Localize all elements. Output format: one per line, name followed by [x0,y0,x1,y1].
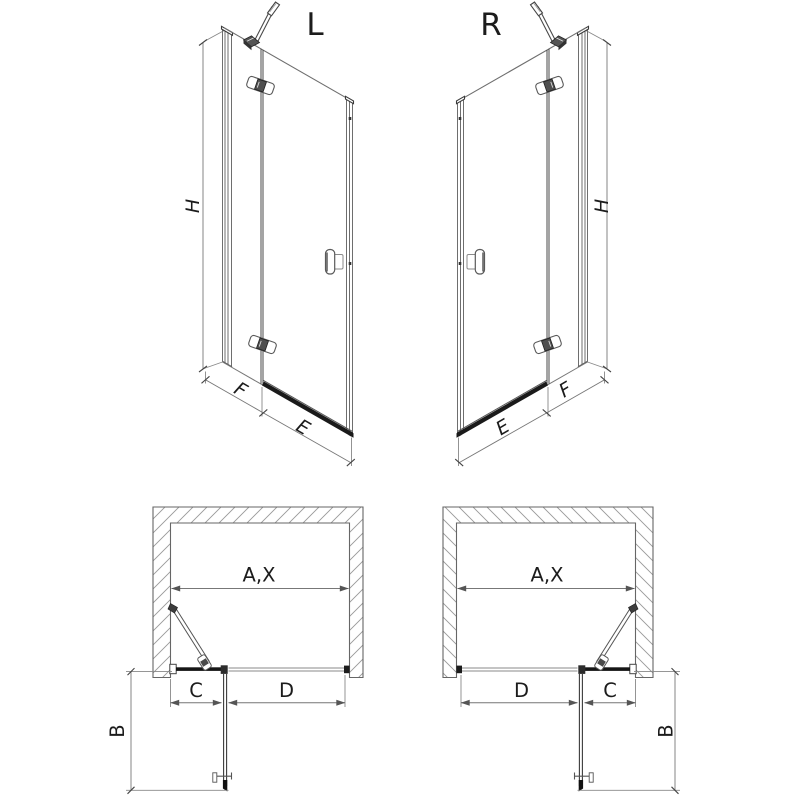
closed-door-line [229,666,350,674]
label-door-section-right: D [513,679,530,702]
label-door-width-left: E [292,414,314,441]
label-depth-right: B [654,724,678,738]
wall-profile-top [170,664,176,673]
open-door-top [213,674,232,792]
label-door-section-left: D [278,679,295,702]
fixed-panel [222,26,233,367]
label-fixed-width-left: F [230,377,251,403]
label-variant-right: R [480,7,502,43]
fixed-glass-top [176,667,221,671]
top-glass-edge [224,28,353,102]
left-variant-top-view [126,507,363,794]
label-door-width-right: E [492,414,514,441]
label-fixed-width-right: F [555,377,576,403]
left-variant-3d-view [199,2,355,466]
door-handle [326,250,344,275]
hinge-axis-line [261,49,263,385]
support-bar-top [168,604,212,671]
label-opening-left: A,X [242,563,276,587]
label-depth-left: B [106,724,129,738]
label-fixed-section-right: C [603,679,617,702]
pivot-hinge-top [221,665,228,674]
label-fixed-section-left: C [189,679,203,702]
label-opening-right: A,X [530,563,564,587]
label-height-left: H [182,198,204,214]
dimension-F-E [202,372,355,467]
label-height-right: H [591,198,613,214]
right-variant-top-view [443,507,680,794]
right-variant-3d-view [455,2,611,466]
door-panel-edge [346,96,354,436]
support-bar [244,2,280,50]
label-variant-left: L [306,7,324,43]
wall-hatching [153,507,363,678]
